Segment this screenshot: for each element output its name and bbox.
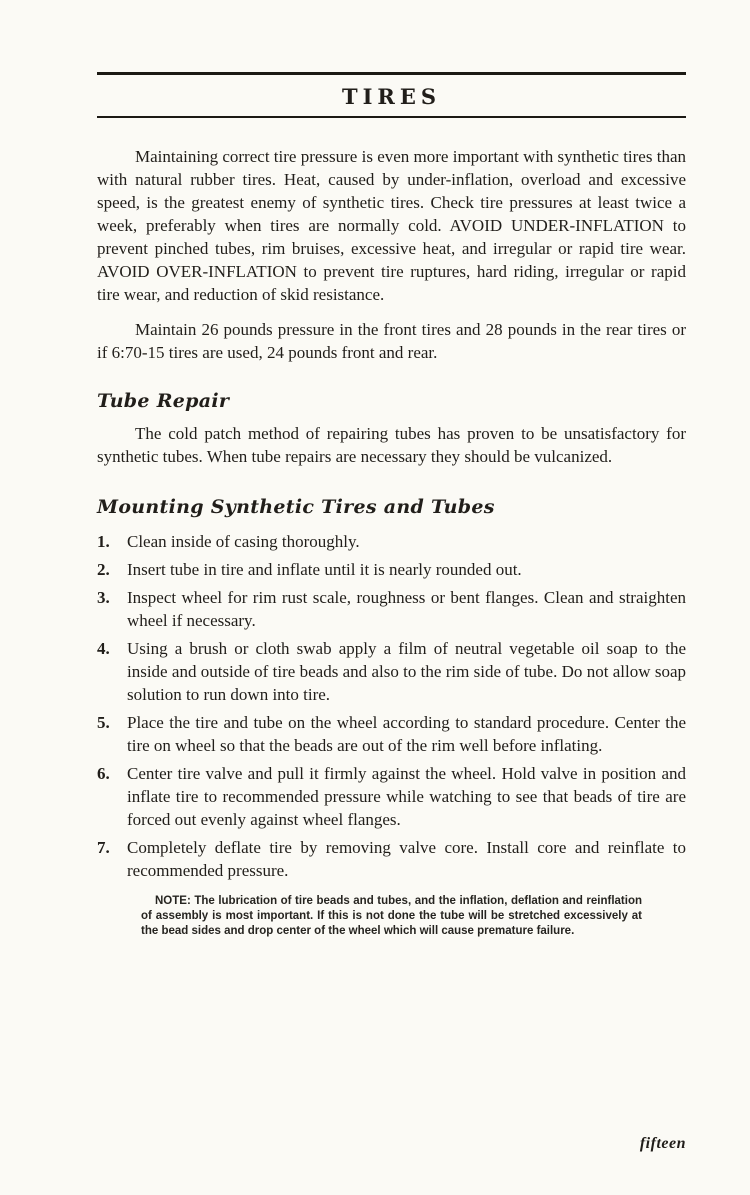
list-item <box>97 762 686 831</box>
mounting-steps-list <box>97 530 686 882</box>
list-item-number: 1. <box>97 532 110 551</box>
mounting-heading: Mounting Synthetic Tires and Tubes <box>97 496 495 518</box>
list-item-number: 4. <box>97 639 110 658</box>
list-item <box>97 558 686 581</box>
list-item-number: 3. <box>97 588 110 607</box>
page-title: TIRES <box>341 84 442 109</box>
list-item <box>97 711 686 757</box>
page-number: fifteen <box>639 1135 686 1152</box>
list-item-number: 2. <box>97 560 110 579</box>
intro-paragraph-2: Maintain 26 pounds pressure in the front tires and 28 pounds in the rear tires or if 6:70-15 tires are used, 24 pounds front and rear. <box>97 320 686 362</box>
tube-repair-heading: Tube Repair <box>97 390 230 412</box>
list-item <box>97 530 686 553</box>
top-rule <box>97 72 686 75</box>
intro-paragraph-1: Maintaining correct tire pressure is even more important with synthetic tires than with natural rubber tires. Heat, caused by under-inflation, overload and excessive speed, is the greatest enemy of synthetic tires. Check tire pressures at least twice a week, preferably when tires are normally cold. AVOID UNDER-INFLATION to prevent pinched tubes, rim bruises, excessive heat, and irregular or rapid tire wear. AVOID OVER-INFLATION to prevent tire ruptures, hard riding, irregular or rapid tire wear, and reduction of skid resistance. <box>97 147 686 304</box>
note-paragraph: NOTE: The lubrication of tire beads and tubes, and the inflation, deflation and reinflation of assembly is most important. If this is not done the tube will be stretched excessively at the bead sides and drop center of the wheel which will cause premature failure. <box>141 895 642 937</box>
tube-repair-paragraph: The cold patch method of repairing tubes has proven to be unsatisfactory for synthetic tubes. When tube repairs are necessary they should be vulcanized. <box>97 424 686 466</box>
list-item <box>97 637 686 706</box>
title-underline-rule <box>97 116 686 118</box>
list-item <box>97 836 686 882</box>
list-item-number: 5. <box>97 713 110 732</box>
list-item <box>97 586 686 632</box>
list-item-text: Center tire valve and pull it firmly against the wheel. Hold valve in position and inflate tire to recommended pressure while watching to see that beads of tire are forced out evenly against wheel flanges. <box>127 764 686 829</box>
list-item-text: Clean inside of casing thoroughly. <box>127 532 360 551</box>
list-item-text: Inspect wheel for rim rust scale, roughness or bent flanges. Clean and straighten wheel if necessary. <box>127 588 686 630</box>
list-item-text: Completely deflate tire by removing valve core. Install core and reinflate to recommended pressure. <box>127 838 686 880</box>
list-item-number: 6. <box>97 764 110 783</box>
list-item-text: Using a brush or cloth swab apply a film of neutral vegetable oil soap to the inside and outside of tire beads and also to the rim side of tube. Do not allow soap solution to run down into tire. <box>127 639 686 704</box>
list-item-text: Place the tire and tube on the wheel according to standard procedure. Center the tire on wheel so that the beads are out of the rim well before inflating. <box>127 713 686 755</box>
list-item-text: Insert tube in tire and inflate until it is nearly rounded out. <box>127 560 522 579</box>
list-item-number: 7. <box>97 838 110 857</box>
